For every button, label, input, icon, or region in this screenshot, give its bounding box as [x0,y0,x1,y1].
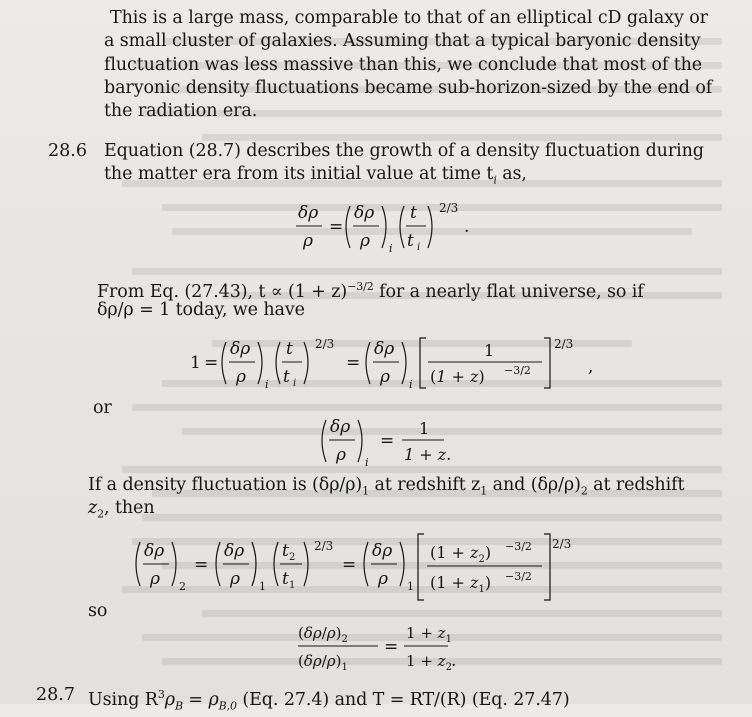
from-line-tail: for a nearly flat universe, so if [373,281,644,302]
svg-text:=: = [329,217,344,237]
svg-text:2: 2 [289,552,296,563]
so-word: so [88,601,108,621]
svg-text:δρ: δρ [144,541,165,561]
p287-sup-3: 3 [157,688,165,701]
svg-text:t: t [282,569,289,589]
svg-text:t: t [286,339,293,359]
p287-text-c: = RT/(R) (Eq. 27.47) [389,689,570,710]
if-sub-1: 1 [362,484,370,498]
if-sub-2: 2 [580,484,588,498]
p287-rho: ρ [164,689,175,710]
problem-28-6-line-2 [104,163,527,192]
svg-text:.: . [451,651,457,671]
svg-text:−3/2: −3/2 [505,570,532,583]
svg-text:i: i [265,378,269,391]
p287-text-a: Using R [88,689,158,710]
svg-text:=: = [204,353,219,373]
svg-text:1 + z: 1 + z [404,445,447,464]
svg-text:δρ: δρ [330,417,351,437]
svg-text:ρ: ρ [378,569,388,589]
paragraph-line-3: fluctuation was less massive than this, we conclude that most of the [104,55,703,75]
svg-text:2: 2 [179,580,186,593]
paragraph-line-2: a small cluster of galaxies. Assuming that a typical baryonic density [104,31,701,51]
equation-3 [318,414,468,476]
svg-text:ρ: ρ [336,445,346,465]
svg-text:2/3: 2/3 [439,201,459,215]
if-text-c: and (δρ/ρ) [487,475,581,495]
svg-text:1: 1 [484,341,495,360]
paragraph-line-5: the radiation era. [104,101,258,121]
svg-text:1: 1 [190,353,201,373]
if-text-e: , then [104,498,155,518]
problem-28-6-from-line-2: δρ/ρ = 1 today, we have [97,300,305,320]
svg-text:1: 1 [259,580,266,593]
svg-text:1: 1 [419,419,430,438]
svg-text:t: t [283,367,290,387]
problem-28-7-line-1: Using $R^3\rho_B = \rho_{B,0}$ (Eq. 27.4) and T = RT/(R) (Eq. 27.47) [88,688,570,713]
svg-text:ρ: ρ [150,569,160,589]
svg-text:δρ: δρ [230,339,251,359]
svg-text:i: i [365,456,369,469]
svg-text:t: t [407,231,414,251]
svg-text:=: = [384,637,399,657]
svg-text:=: = [346,353,361,373]
svg-text:i: i [417,242,421,253]
svg-text:.: . [464,217,470,237]
p287-text-b: (Eq. 27.4) and T [242,689,385,710]
svg-text:(δρ/ρ)2: $(\delta\rho/\rho)_2$ [298,624,348,645]
intro-line-2-tail: as, [496,164,527,184]
svg-text:1 + z1: $1 + z_1$ [406,624,452,645]
or-word-1: or [93,398,112,418]
svg-text:2/3: 2/3 [552,537,572,551]
svg-text:1: 1 [289,580,296,591]
if-z2: z [88,498,98,518]
svg-text:δρ: δρ [372,541,393,561]
svg-text:i: i [389,242,393,255]
from-exponent: −3/2 [347,280,374,293]
svg-text:=: = [342,555,357,575]
problem-28-6-if-line-1 [88,474,684,503]
svg-text:1 + z2: $1 + z_2$ [406,652,452,673]
from-line-text: From Eq. (27.43), t ∝ (1 + z) [97,281,348,302]
if-text-a: If a density fluctuation is (δρ/ρ) [88,475,363,495]
svg-text:t: t [282,541,289,561]
svg-text:i: i [409,378,413,391]
if-sub-z1: 1 [480,484,488,498]
intro-subscript-i: i [493,173,497,187]
svg-text:−3/2: −3/2 [504,364,531,377]
equation-1 [296,196,506,264]
svg-text:t: t [410,203,417,223]
svg-text:−3/2: −3/2 [505,540,532,553]
p287-rho-2: ρ [208,689,219,710]
svg-text:δρ: δρ [224,541,245,561]
svg-text:2/3: 2/3 [314,539,334,553]
svg-text:i: i [293,378,297,389]
svg-text:ρ: ρ [236,367,246,387]
svg-text:ρ: ρ [303,231,313,251]
svg-text:(δρ/ρ)1: $(\delta\rho/\rho)_1$ [298,652,348,673]
svg-text:δρ: δρ [298,203,319,223]
problem-28-6-if-line-2 [88,497,155,526]
problem-number-28-6: 28.6 [48,141,87,161]
svg-text:=: = [380,431,395,451]
problem-28-6-line-1: Equation (28.7) describes the growth of a density fluctuation during [104,141,704,161]
equation-5 [298,618,468,682]
problem-number-28-7: 28.7 [36,685,75,705]
p287-sub-B: B [174,699,183,713]
intro-line-2-text: the matter era from its initial value at time t [104,164,494,184]
if-text-b: at redshift z [369,475,481,495]
p287-sub-B0: B,0 [218,699,237,713]
paragraph-line-4: baryonic density fluctuations became sub-horizon-sized by the end of [104,78,713,98]
svg-text:.: . [446,445,452,465]
equation-2 [190,332,610,402]
svg-text:2/3: 2/3 [315,337,335,351]
if-text-d: at redshift [587,475,685,495]
svg-text:1: 1 [407,580,414,593]
if-sub-z2: 2 [97,507,105,521]
svg-text:ρ: ρ [380,367,390,387]
svg-text:2/3: 2/3 [554,337,574,351]
svg-text:ρ: ρ [360,231,370,251]
svg-text:ρ: ρ [230,569,240,589]
svg-text:δρ: δρ [374,339,395,359]
svg-text:=: = [194,555,209,575]
paragraph-line-1: This is a large mass, comparable to that of an elliptical cD galaxy or [110,8,708,28]
svg-text:δρ: δρ [354,203,375,223]
svg-text:(1 + z): (1 + z) [430,367,485,386]
svg-text:(1 + z1): $(1 + z_1)$ [430,573,492,595]
equation-4 [132,530,602,606]
svg-text:,: , [588,357,594,377]
svg-text:(1 + z2): $(1 + z_2)$ [430,543,492,565]
